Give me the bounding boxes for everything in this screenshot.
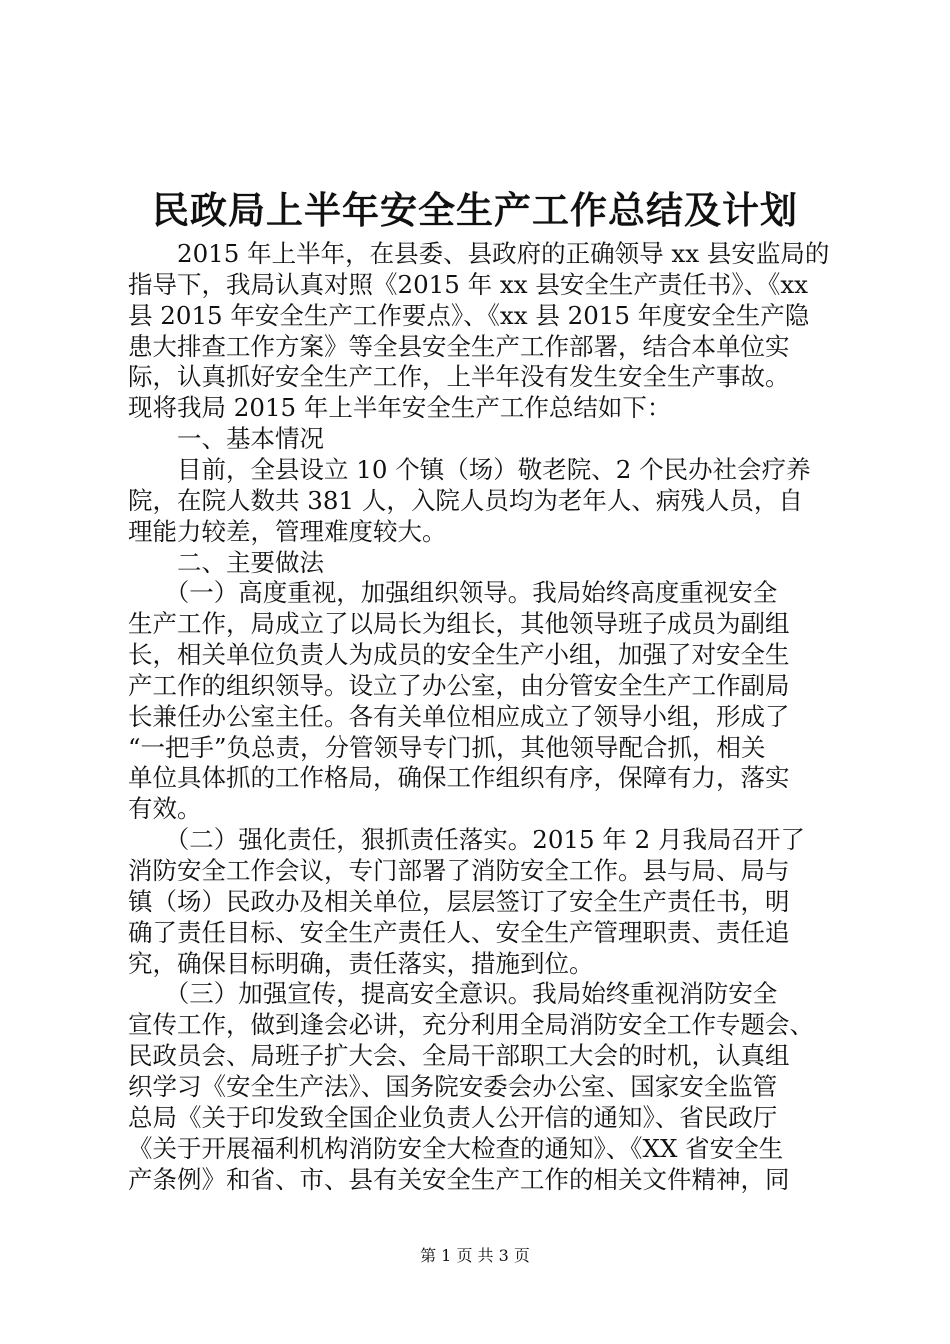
document-title: 民政局上半年安全生产工作总结及计划 — [152, 188, 798, 232]
body-line: 患大排查工作方案》等全县安全生产工作部署，结合本单位实 — [128, 331, 790, 361]
body-line: 单位具体抓的工作格局，确保工作组织有序，保障有力，落实 — [128, 763, 790, 793]
body-line: 2015 年上半年，在县委、县政府的正确领导 xx 县安监局的 — [128, 239, 830, 268]
body-line: 有效。 — [128, 794, 202, 824]
body-line: 二、主要做法 — [128, 547, 324, 577]
body-line: 产条例》和省、市、县有关安全生产工作的相关文件精神，同 — [128, 1164, 790, 1194]
body-line: 总局《关于印发致全国企业负责人公开信的通知》、省民政厅 — [128, 1102, 778, 1132]
body-line: 究，确保目标明确，责任落实，措施到位。 — [128, 948, 594, 978]
body-line: 目前，全县设立 10 个镇（场）敬老院、2 个民办社会疗养 — [128, 454, 811, 484]
body-line: 现将我局 2015 年上半年安全生产工作总结如下： — [128, 393, 672, 423]
body-line: 长，相关单位负责人为成员的安全生产小组，加强了对安全生 — [128, 640, 790, 670]
body-line: 理能力较差，管理难度较大。 — [128, 516, 447, 546]
body-line: （二）强化责任，狠抓责任落实。2015 年 2 月我局召开了 — [128, 825, 806, 855]
body-line: 宣传工作，做到逢会必讲，充分利用全局消防安全工作专题会、 — [128, 1010, 814, 1040]
body-line: 民政员会、局班子扩大会、全局干部职工大会的时机，认真组 — [128, 1041, 790, 1071]
body-line: 一、基本情况 — [128, 424, 324, 454]
page-footer: 第 1 页 共 3 页 — [420, 1246, 530, 1265]
body-line: 消防安全工作会议，专门部署了消防安全工作。县与局、局与 — [128, 856, 790, 885]
body-line: 镇（场）民政办及相关单位，层层签订了安全生产责任书，明 — [128, 886, 790, 916]
body-line: 指导下，我局认真对照《2015 年 xx 县安全生产责任书》、《xx — [128, 269, 808, 299]
body-line: 生产工作，局成立了以局长为组长，其他领导班子成员为副组 — [128, 609, 790, 639]
body-line: 《关于开展福利机构消防安全大检查的通知》、《XX 省安全生 — [128, 1133, 784, 1163]
body-line: “一把手”负总责，分管领导专门抓，其他领导配合抓，相关 — [128, 732, 766, 762]
body-line: 产工作的组织领导。设立了办公室，由分管安全生产工作副局 — [128, 670, 790, 700]
body-line: （三）加强宣传，提高安全意识。我局始终重视消防安全 — [128, 979, 778, 1009]
body-line: 确了责任目标、安全生产责任人、安全生产管理职责、责任追 — [128, 917, 790, 947]
body-line: 院，在院人数共 381 人，入院人员均为老年人、病残人员，自 — [128, 485, 803, 515]
body-line: （一）高度重视，加强组织领导。我局始终高度重视安全 — [128, 578, 778, 608]
body-line: 长兼任办公室主任。各有关单位相应成立了领导小组，形成了 — [128, 701, 790, 731]
body-line: 织学习《安全生产法》、国务院安委会办公室、国家安全监管 — [128, 1071, 778, 1101]
body-line: 际，认真抓好安全生产工作，上半年没有发生安全生产事故。 — [128, 362, 790, 392]
body-line: 县 2015 年安全生产工作要点》、《xx 县 2015 年度安全生产隐 — [128, 300, 810, 330]
